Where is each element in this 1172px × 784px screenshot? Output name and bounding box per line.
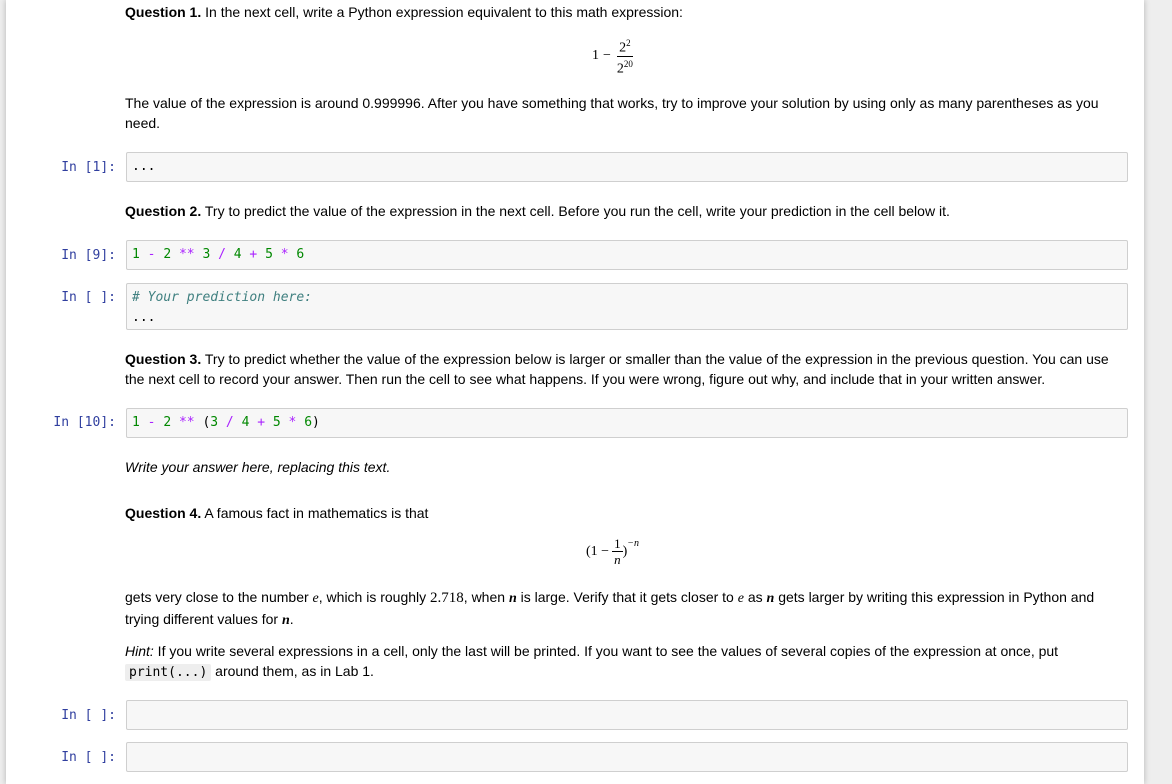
q1-math — [592, 36, 635, 76]
cell-2-prompt: In [9]: — [61, 248, 116, 263]
cell-1-input[interactable] — [126, 152, 1128, 182]
token: / — [210, 247, 234, 262]
q4-p1b: , which is roughly — [318, 589, 431, 605]
token: 4 — [233, 247, 242, 262]
cell-5-prompt: In [ ]: — [61, 708, 116, 723]
q4-math-den: n — [614, 552, 621, 567]
token: 5 — [272, 415, 281, 430]
cell-3-comment: # Your prediction here: — [132, 290, 313, 305]
q1-math-minus: − — [603, 48, 611, 64]
q2-body: Try to predict the value of the expression in the next cell. Before you run the cell, write your prediction in the cell below it. — [201, 203, 950, 219]
q4-p1a: gets very close to the number — [125, 589, 313, 605]
q1-text — [125, 2, 1125, 22]
cell-3-ellipsis: ... — [132, 310, 156, 325]
cell-5-input[interactable] — [126, 700, 1128, 730]
token: 2 — [163, 415, 172, 430]
token: 1 — [132, 247, 140, 262]
token: * — [280, 415, 305, 430]
q1-body: In the next cell, write a Python expression equivalent to this math expression: — [201, 4, 683, 20]
q4-hint-text: If you write several expressions in a cell, only the last will be printed. If you want to see the values of several copies of the expression at once, put — [153, 643, 1059, 659]
q4-p1f: as — [743, 589, 767, 605]
q2-text — [125, 201, 1125, 221]
q4-p1g: gets larger by writing this expression in Python and trying different values for — [125, 589, 1095, 627]
token: + — [241, 247, 266, 262]
q3-body: Try to predict whether the value of the expression below is larger or smaller than the value of the expression in the previous question. You can use the next cell to record your answer. Then run the cell to see what happens. If you were wrong, figure out why, and include that in your written answer. — [125, 351, 1109, 387]
q4-math-num: 1 — [614, 536, 621, 551]
q4-paragraph — [125, 587, 1120, 631]
token: - — [139, 247, 164, 262]
q1-num-exp: 2 — [626, 38, 631, 48]
q4-math-fraction — [612, 536, 623, 567]
cell-4-prompt: In [10]: — [53, 415, 116, 430]
q3-answer[interactable]: Write your answer here, replacing this text. — [125, 459, 391, 475]
token: 2 — [163, 247, 172, 262]
q1-math-fraction — [615, 36, 635, 76]
q4-hint-label: Hint: — [125, 643, 154, 659]
q4-p1c: , when — [463, 589, 509, 605]
token: + — [249, 415, 273, 430]
q1-num-base: 2 — [619, 40, 627, 56]
token: 4 — [241, 415, 250, 430]
token: - — [139, 415, 164, 430]
q4-value: 2.718 — [430, 590, 464, 606]
q4-n: n — [508, 591, 517, 606]
q4-p1h: . — [289, 611, 294, 627]
q4-p1d: is large. Verify that it gets closer to — [516, 589, 738, 605]
token: ) — [312, 415, 320, 430]
token: 3 — [210, 415, 219, 430]
token: 3 — [202, 247, 211, 262]
cell-3-prompt: In [ ]: — [61, 290, 116, 305]
q4-e: e — [312, 591, 319, 606]
cell-3-input[interactable] — [126, 283, 1128, 330]
q4-math — [586, 536, 639, 567]
token: ** — [171, 415, 203, 430]
q4-math-open: (1 − — [586, 543, 610, 559]
q3-label: Question 3. — [125, 351, 202, 367]
q4-label: Question 4. — [125, 505, 202, 521]
cell-6-prompt: In [ ]: — [61, 750, 116, 765]
q4-hint-end: around them, as in Lab 1. — [211, 663, 374, 679]
q2-label: Question 2. — [125, 203, 202, 219]
token: 5 — [265, 247, 273, 262]
q1-note: The value of the expression is around 0.999996. After you have something that works, try to improve your solution by using only as many parentheses as you need. — [125, 95, 1099, 131]
q1-den-exp: 20 — [623, 58, 633, 69]
token: 6 — [304, 415, 313, 430]
q1-label: Question 1. — [125, 4, 202, 20]
q1-math-one: 1 — [592, 48, 599, 64]
q3-text — [125, 349, 1125, 389]
token: ** — [171, 247, 203, 262]
token: 6 — [296, 247, 305, 262]
cell-1-prompt: In [1]: — [61, 160, 116, 175]
q4-math-exp: −n — [627, 538, 639, 549]
cell-2-input[interactable] — [126, 240, 1128, 270]
q4-text — [125, 503, 428, 523]
cell-6-input[interactable] — [126, 742, 1128, 772]
cell-4-input[interactable] — [126, 408, 1128, 438]
notebook-sheet — [6, 0, 1144, 784]
q4-body: A famous fact in mathematics is that — [201, 505, 429, 521]
token: 1 — [132, 415, 140, 430]
token: / — [218, 415, 242, 430]
q4-hint-code: print(...) — [125, 664, 211, 681]
cell-1-content: ... — [132, 159, 156, 174]
q4-n2: n — [766, 591, 775, 606]
token: ( — [202, 415, 211, 430]
q1-den-base: 2 — [616, 61, 624, 77]
token: * — [272, 247, 297, 262]
q4-hint — [125, 641, 1120, 683]
q4-math-close: ) — [622, 543, 628, 559]
q4-e2: e — [737, 591, 744, 606]
q4-n3: n — [281, 613, 290, 628]
